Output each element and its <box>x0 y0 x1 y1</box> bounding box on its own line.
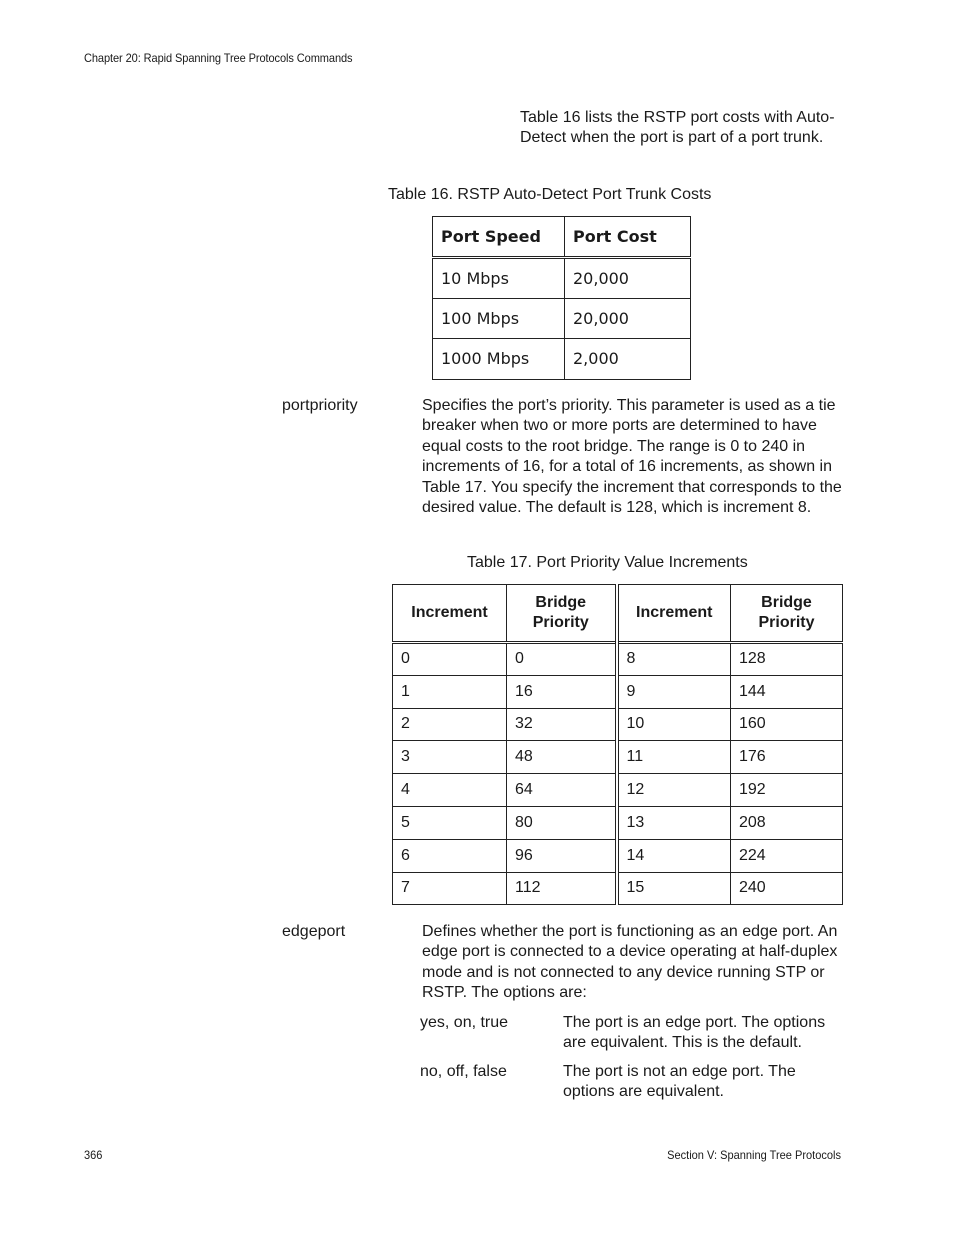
table17-caption: Table 17. Port Priority Value Increments <box>467 554 748 571</box>
table-cell: 32 <box>507 708 617 741</box>
table-cell: 13 <box>617 806 731 839</box>
table-cell: 16 <box>507 675 617 708</box>
port-trunk-cost-table <box>432 216 691 380</box>
column-header: Port Speed <box>433 217 565 258</box>
table-cell: 4 <box>393 774 507 807</box>
table-row <box>433 298 691 339</box>
option-description: The port is an edge port. The options are equivalent. This is the default. <box>563 1014 826 1052</box>
portpriority-term: portpriority <box>282 397 358 414</box>
table-cell: 3 <box>393 741 507 774</box>
column-header: Increment <box>393 585 507 643</box>
column-header: Bridge Priority <box>731 585 843 643</box>
column-header: Port Cost <box>565 217 691 258</box>
table-cell: 12 <box>617 774 731 807</box>
table-cell: 10 <box>617 708 731 741</box>
table-cell: 176 <box>731 741 843 774</box>
edgeport-description: Defines whether the port is functioning as an edge port. An edge port is connected to a device operating at half-duplex mode and is not connected to any device running STP or RSTP. The options are: <box>422 923 838 1002</box>
table-body <box>393 643 843 905</box>
table-row <box>393 872 843 905</box>
table-cell: 224 <box>731 839 843 872</box>
table-cell: 1000 Mbps <box>433 339 565 380</box>
portpriority-description: Specifies the port’s priority. This parameter is used as a tie breaker when two or more ports are determined to have equal costs to the root bridge. The range is 0 to 240 in increments of 16, for a total of 16 increments, as shown in Table 17. You specify the increment that corresponds to the desired value. The default is 128, which is increment 8. <box>422 397 842 517</box>
table-cell: 100 Mbps <box>433 298 565 339</box>
option-term: no, off, false <box>420 1063 507 1080</box>
table-cell: 2,000 <box>565 339 691 380</box>
table-cell: 20,000 <box>565 258 691 299</box>
table-cell: 14 <box>617 839 731 872</box>
table-cell: 208 <box>731 806 843 839</box>
table-row <box>393 643 843 676</box>
running-header: Chapter 20: Rapid Spanning Tree Protocols Commands <box>84 51 353 65</box>
table-header-row <box>433 217 691 258</box>
table-cell: 240 <box>731 872 843 905</box>
table-cell: 9 <box>617 675 731 708</box>
table-cell: 0 <box>507 643 617 676</box>
table-header-row <box>393 585 843 643</box>
table-cell: 7 <box>393 872 507 905</box>
table-row <box>433 339 691 380</box>
table-row <box>393 675 843 708</box>
table-row <box>393 708 843 741</box>
table-cell: 160 <box>731 708 843 741</box>
port-priority-table <box>392 584 843 905</box>
table-cell: 20,000 <box>565 298 691 339</box>
table-row <box>393 806 843 839</box>
table16-caption: Table 16. RSTP Auto-Detect Port Trunk Costs <box>388 186 712 203</box>
table-cell: 96 <box>507 839 617 872</box>
table-cell: 80 <box>507 806 617 839</box>
table-cell: 6 <box>393 839 507 872</box>
table-cell: 8 <box>617 643 731 676</box>
table-cell: 2 <box>393 708 507 741</box>
table-cell: 5 <box>393 806 507 839</box>
table-cell: 64 <box>507 774 617 807</box>
column-header: Bridge Priority <box>507 585 617 643</box>
table-cell: 128 <box>731 643 843 676</box>
option-description: The port is not an edge port. The options are equivalent. <box>563 1063 796 1101</box>
table-row <box>393 741 843 774</box>
option-term: yes, on, true <box>420 1014 509 1031</box>
table-cell: 15 <box>617 872 731 905</box>
intro-paragraph: Table 16 lists the RSTP port costs with Auto-Detect when the port is part of a port trunk. <box>520 109 835 147</box>
table-cell: 0 <box>393 643 507 676</box>
table-cell: 11 <box>617 741 731 774</box>
table-row <box>433 258 691 299</box>
table-cell: 1 <box>393 675 507 708</box>
running-footer: Section V: Spanning Tree Protocols <box>667 1148 841 1162</box>
edgeport-term: edgeport <box>282 923 346 940</box>
table-cell: 144 <box>731 675 843 708</box>
column-header: Increment <box>617 585 731 643</box>
table-row <box>393 774 843 807</box>
table-cell: 10 Mbps <box>433 258 565 299</box>
table-cell: 192 <box>731 774 843 807</box>
page-number: 366 <box>84 1148 103 1162</box>
table-cell: 112 <box>507 872 617 905</box>
table-row <box>393 839 843 872</box>
table-cell: 48 <box>507 741 617 774</box>
